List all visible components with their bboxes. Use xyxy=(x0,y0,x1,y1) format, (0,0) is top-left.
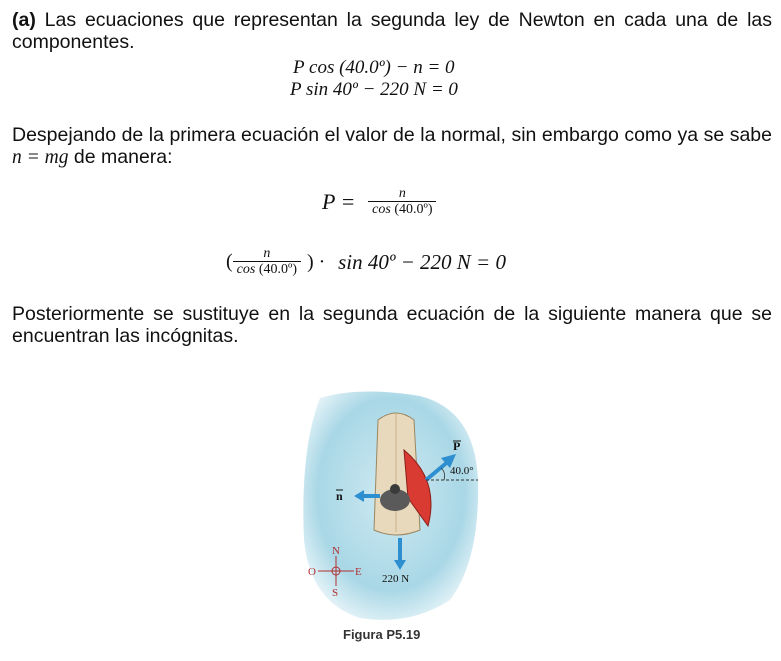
equation-sub-denominator xyxy=(233,261,301,278)
angle-label: 40.0° xyxy=(450,465,474,477)
sailor-head xyxy=(390,484,400,494)
equation-sub-fraction xyxy=(233,246,301,278)
equation-sub-den-arg: (40.0º) xyxy=(255,262,298,277)
compass-n: N xyxy=(332,545,340,557)
equation-sub-numerator: n xyxy=(263,246,271,261)
part-a-text: Las ecuaciones que representan la segunda ley de Newton en cada una de las componentes. xyxy=(12,9,772,53)
equation-p-fraction xyxy=(368,186,436,218)
vector-p-label: P xyxy=(453,439,461,453)
equation-sub-close: ) · xyxy=(307,250,326,273)
paragraph-normal xyxy=(12,124,772,169)
para2-math: n = mg xyxy=(12,147,69,168)
equation-p-den-arg: (40.0º) xyxy=(390,202,433,217)
equation-p-numerator: n xyxy=(398,186,406,201)
equation-sub-den-fn: cos xyxy=(236,262,256,277)
vector-n-label: n xyxy=(336,489,343,503)
figure-caption: Figura P5.19 xyxy=(343,627,421,642)
paragraph-substitution: Posteriormente se sustituye en la segunda ecuación de la siguiente manera que se encuentran las incógnitas. xyxy=(12,303,772,347)
equation-p-denominator xyxy=(368,201,436,218)
equation-sub-rest: sin 40º − 220 N = 0 xyxy=(338,249,506,274)
equation-substitution xyxy=(226,246,506,278)
figure-boat-diagram xyxy=(300,390,480,622)
equation-p xyxy=(322,186,436,218)
equation-x-component: P cos (40.0º) − n = 0 xyxy=(293,57,455,78)
compass-s: S xyxy=(332,587,339,599)
para2-text-after: de manera: xyxy=(68,146,173,168)
compass-e: E xyxy=(355,566,362,578)
compass-o: O xyxy=(308,566,316,578)
equation-y-component: P sin 40º − 220 N = 0 xyxy=(290,79,458,100)
paragraph-part-a xyxy=(12,9,772,53)
weight-label: 220 N xyxy=(382,573,410,585)
equation-p-lhs: P = xyxy=(322,189,356,214)
part-a-label: (a) xyxy=(12,9,36,31)
equation-p-den-fn: cos xyxy=(372,202,391,217)
para2-text-before: Despejando de la primera ecuación el valor de la normal, sin embargo como ya se sabe xyxy=(12,124,772,146)
equation-sub-open: ( xyxy=(226,250,233,273)
